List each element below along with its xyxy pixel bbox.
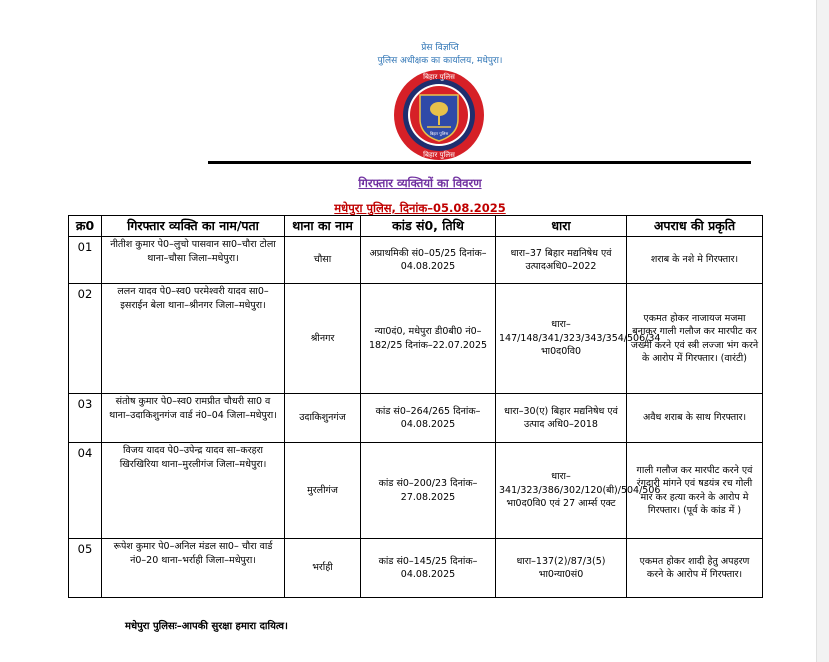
cell-nature: शराब के नशे मे गिरफ्तार। [627, 237, 763, 284]
cell-station: उदाकिशुनगंज [285, 394, 361, 443]
press-release-label: प्रेस विज्ञप्ति [421, 43, 459, 53]
cell-person: ललन यादव पे0–स्व0 परमेश्वरी यादव सा0–इसराईन बेला थाना–श्रीनगर जिला–मधेपुरा। [102, 284, 285, 394]
cell-case: कांड सं0–200/23 दिनांक–27.08.2025 [361, 443, 496, 539]
cell-case: कांड सं0–264/265 दिनांक–04.08.2025 [361, 394, 496, 443]
cell-person: नीतीश कुमार पे0–लुचो पासवान सा0–चौरा टोला थाना–चौसा जिला–मधेपुरा। [102, 237, 285, 284]
cell-serial: 02 [69, 284, 102, 394]
logo-bottom-text: बिहार पुलिस [423, 151, 455, 159]
col-header-person: गिरफ्तार व्यक्ति का नाम/पता [102, 216, 285, 237]
cell-section: धारा–137(2)/87/3(5) भा0न्या0सं0 [496, 539, 627, 598]
cell-section: धारा–30(ए) बिहार मद्यनिषेध एवं उत्पाद अधि0–2018 [496, 394, 627, 443]
cell-section: धारा–147/148/341/323/343/354/506/34 भा0द0वि0 [496, 284, 627, 394]
vertical-scrollbar[interactable] [816, 0, 829, 662]
cell-nature: गाली गलौज कर मारपीट करने एवं रंगदारी मांगने एवं षडयंत्र रच गोली मार कर हत्या करने के आरोप मे गिरफ्तार। (पूर्व के कांड में ) [627, 443, 763, 539]
cell-case: कांड सं0–145/25 दिनांक–04.08.2025 [361, 539, 496, 598]
footer-slogan: मधेपुरा पुलिसः–आपकी सुरक्षा हमारा दायित्व। [125, 621, 288, 632]
cell-nature: एकमत होकर नाजायज मजमा बनाकर गाली गलौज कर मारपीट कर जख्मी करने एवं स्त्री लज्जा भंग करने के आरोप में गिरफ्तार। (वारंटी) [627, 284, 763, 394]
cell-person: रूपेश कुमार पे0–अनिल मंडल सा0– चौरा वार्ड नं0–20 थाना–भर्राही जिला–मधेपुरा। [102, 539, 285, 598]
cell-section: धारा–341/323/386/302/120(बी)/504/506 भा0द0वि0 एवं 27 आर्म्स एक्ट [496, 443, 627, 539]
cell-station: मुरलीगंज [285, 443, 361, 539]
cell-serial: 04 [69, 443, 102, 539]
table-row [69, 284, 763, 394]
logo-inner-text: बिहार पुलिस [429, 131, 449, 136]
table-row [69, 394, 763, 443]
col-header-serial: क्र0 [69, 216, 102, 237]
cell-station: श्रीनगर [285, 284, 361, 394]
arrest-table [68, 215, 763, 598]
col-header-case: कांड सं0, तिथि [361, 216, 496, 237]
header-divider [208, 161, 751, 164]
table-row [69, 539, 763, 598]
page-subtitle: मधेपुरा पुलिस, दिनांक–05.08.2025 [334, 201, 506, 215]
cell-serial: 05 [69, 539, 102, 598]
cell-nature: एकमत होकर शादी हेतु अपहरण करने के आरोप में गिरफ्तार। [627, 539, 763, 598]
office-line: पुलिस अधीक्षक का कार्यालय, मधेपुरा। [377, 56, 503, 66]
table-row [69, 443, 763, 539]
cell-nature: अवैध शराब के साथ गिरफ्तार। [627, 394, 763, 443]
cell-section: धारा–37 बिहार मद्यनिषेध एवं उत्पादअधि0–2022 [496, 237, 627, 284]
page-title: गिरफ्तार व्यक्तियों का विवरण [358, 176, 482, 190]
cell-station: चौसा [285, 237, 361, 284]
table-row [69, 237, 763, 284]
cell-person: विजय यादव पे0–उपेन्द्र यादव सा–करहरा खिरखिरिया थाना–मुरलीगंज जिला–मधेपुरा। [102, 443, 285, 539]
col-header-section: धारा [496, 216, 627, 237]
cell-person: संतोष कुमार पे0–स्व0 रामप्रीत चौधरी सा0 व थाना–उदाकिशुनगंज वार्ड नं0–04 जिला–मधेपुरा। [102, 394, 285, 443]
logo-top-text: बिहार पुलिस [423, 73, 455, 81]
cell-station: भर्राही [285, 539, 361, 598]
table-header-row [69, 216, 763, 237]
cell-serial: 03 [69, 394, 102, 443]
cell-case: अप्राथमिकी सं0–05/25 दिनांक–04.08.2025 [361, 237, 496, 284]
cell-case: न्या0दं0, मधेपुरा डी0बी0 नं0–182/25 दिनांक–22.07.2025 [361, 284, 496, 394]
col-header-nature: अपराध की प्रकृति [627, 216, 763, 237]
cell-serial: 01 [69, 237, 102, 284]
bihar-police-logo [384, 69, 494, 162]
col-header-station: थाना का नाम [285, 216, 361, 237]
